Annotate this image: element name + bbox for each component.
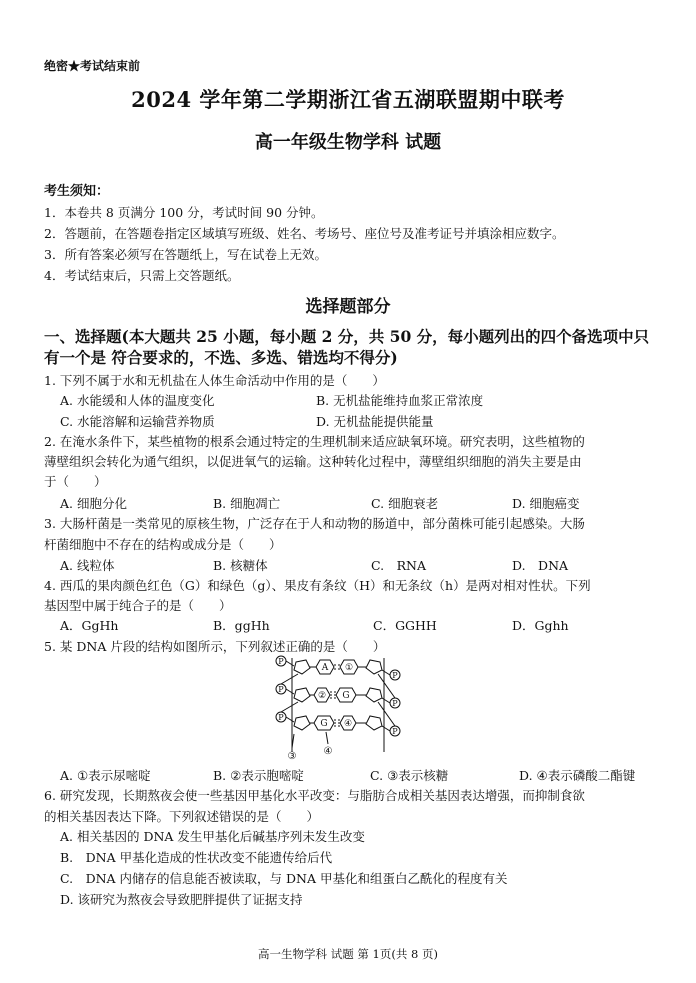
question-6-stem: 6. 研究发现，长期熬夜会使一些基因甲基化水平改变：与脂肪合成相关基因表达增强，而抑制食欲 (44, 788, 585, 803)
phosphate-label: P (278, 657, 284, 666)
notice-item: 4．考试结束后，只需上交答题纸。 (44, 268, 240, 283)
base-label: A (321, 663, 329, 673)
confidential-mark: 绝密★考试结束前 (44, 59, 141, 73)
question-1-option-d: D. 无机盐能提供能量 (316, 414, 434, 429)
section-title: 选择题部分 (305, 297, 391, 317)
question-3-option-b: B. 核糖体 (213, 558, 268, 573)
dna-structure-diagram (268, 652, 408, 764)
question-1-option-b: B. 无机盐能维持血浆正常浓度 (316, 393, 484, 408)
question-2-option-a: A. 细胞分化 (60, 496, 127, 511)
exam-subtitle: 高一年级生物学科 试题 (254, 132, 442, 153)
base-label: G (320, 719, 328, 729)
question-4-option-b: B．ggHh (213, 618, 270, 633)
marker-label: ④ (323, 746, 333, 757)
marker-label: ② (317, 691, 327, 701)
base-label: G (342, 691, 350, 701)
question-6-option-b: B. DNA 甲基化造成的性状改变不能遗传给后代 (60, 850, 333, 865)
question-3-option-d: D. DNA (512, 558, 569, 573)
question-1-option-a: A. 水能缓和人体的温度变化 (60, 393, 215, 408)
question-5-option-a: A. ①表示尿嘧啶 (60, 768, 151, 783)
question-5-option-d: D. ④表示磷酸二酯键 (519, 768, 636, 783)
question-1-stem: 1. 下列不属于水和无机盐在人体生命活动中作用的是（ ） (44, 373, 385, 388)
marker-label: ③ (287, 751, 297, 762)
question-3-stem-cont: 杆菌细胞中不存在的结构或成分是（ ） (44, 537, 282, 552)
question-3-option-c: C. RNA (371, 558, 426, 573)
question-5-option-c: C. ③表示核糖 (370, 768, 449, 783)
page-footer: 高一生物学科 试题 第 1页(共 8 页) (258, 947, 438, 961)
question-4-option-d: D．Gghh (512, 618, 569, 633)
marker-label: ① (344, 663, 354, 673)
question-2-option-c: C. 细胞衰老 (371, 496, 439, 511)
question-5-stem: 5. 某 DNA 片段的结构如图所示，下列叙述正确的是（ ） (44, 639, 386, 654)
question-2-stem: 2. 在淹水条件下，某些植物的根系会通过特定的生理机制来适应缺氧环境。研究表明，这些植物的 (44, 434, 585, 449)
phosphate-label: P (278, 685, 284, 694)
question-5-option-b: B. ②表示胞嘧啶 (213, 768, 304, 783)
question-6-option-a: A. 相关基因的 DNA 发生甲基化后碱基序列未发生改变 (60, 829, 365, 844)
question-6-option-d: D. 该研究为熬夜会导致肥胖提供了证据支持 (60, 892, 303, 907)
question-2-stem-cont: 薄壁组织会转化为通气组织，以促进氧气的运输。这种转化过程中，薄壁组织细胞的消失主要是由 (44, 454, 582, 469)
notice-item: 1．本卷共 8 页满分 100 分，考试时间 90 分钟。 (44, 205, 324, 220)
notice-title: 考生须知： (44, 184, 110, 199)
notice-item: 2．答题前，在答题卷指定区域填写班级、姓名、考场号、座位号及准考证号并填涂相应数字。 (44, 226, 565, 241)
question-4-stem-cont: 基因型中属于纯合子的是（ ） (44, 598, 232, 613)
phosphate-label: P (392, 699, 398, 708)
marker-label: ④ (343, 719, 353, 729)
notice-item: 3．所有答案必须写在答题纸上，写在试卷上无效。 (44, 247, 327, 262)
question-6-stem-cont: 的相关基因表达下降。下列叙述错误的是（ ） (44, 809, 320, 824)
phosphate-label: P (392, 727, 398, 736)
question-3-stem: 3. 大肠杆菌是一类常见的原核生物，广泛存在于人和动物的肠道中，部分菌株可能引起感染。大肠 (44, 516, 585, 531)
question-3-option-a: A. 线粒体 (60, 558, 115, 573)
part-heading: 一、选择题(本大题共 25 小题，每小题 2 分，共 50 分，每小题列出的四个备选项中只 (44, 327, 650, 346)
question-4-stem: 4. 西瓜的果肉颜色红色（G）和绿色（g）、果皮有条纹（H）和无条纹（h）是两对相对性状。下列 (44, 578, 591, 593)
question-2-stem-cont: 于（ ） (44, 474, 107, 489)
question-2-option-b: B. 细胞凋亡 (213, 496, 281, 511)
question-4-option-a: A．GgHh (60, 618, 119, 633)
question-4-option-c: C．GGHH (373, 618, 437, 633)
phosphate-label: P (278, 713, 284, 722)
question-6-option-c: C. DNA 内储存的信息能否被读取，与 DNA 甲基化和组蛋白乙酰化的程度有关 (60, 871, 508, 886)
part-heading-cont: 有一个是 符合要求的，不选、多选、错选均不得分) (44, 348, 398, 367)
question-2-option-d: D. 细胞癌变 (512, 496, 580, 511)
phosphate-label: P (392, 671, 398, 680)
question-1-option-c: C. 水能溶解和运输营养物质 (60, 414, 215, 429)
exam-title: 2024 学年第二学期浙江省五湖联盟期中联考 (131, 87, 565, 112)
